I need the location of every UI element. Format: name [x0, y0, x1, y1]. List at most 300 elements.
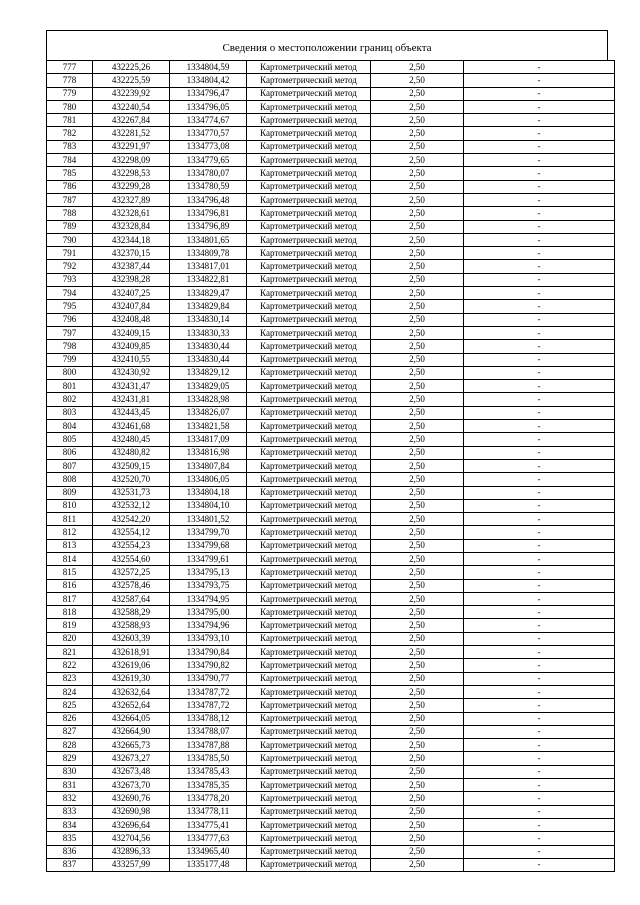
description-cell: -: [464, 273, 615, 286]
table-row: [47, 845, 615, 858]
x-coordinate-cell: 432431,81: [93, 393, 170, 406]
point-number-cell: 783: [47, 140, 93, 153]
y-coordinate-cell: 1334773,08: [170, 140, 247, 153]
y-coordinate-cell: 1334796,89: [170, 220, 247, 233]
table-row: [47, 592, 615, 605]
accuracy-cell: 2,50: [371, 725, 464, 738]
x-coordinate-cell: 432532,12: [93, 499, 170, 512]
description-cell: -: [464, 326, 615, 339]
description-cell: -: [464, 592, 615, 605]
method-cell: Картометрический метод: [247, 725, 371, 738]
accuracy-cell: 2,50: [371, 247, 464, 260]
accuracy-cell: 2,50: [371, 180, 464, 193]
method-cell: Картометрический метод: [247, 260, 371, 273]
x-coordinate-cell: 432587,64: [93, 592, 170, 605]
point-number-cell: 834: [47, 818, 93, 831]
point-number-cell: 795: [47, 300, 93, 313]
point-number-cell: 816: [47, 579, 93, 592]
y-coordinate-cell: 1334804,42: [170, 74, 247, 87]
method-cell: Картометрический метод: [247, 74, 371, 87]
y-coordinate-cell: 1335177,48: [170, 858, 247, 871]
table-row: [47, 140, 615, 153]
point-number-cell: 835: [47, 832, 93, 845]
point-number-cell: 786: [47, 180, 93, 193]
method-cell: Картометрический метод: [247, 619, 371, 632]
description-cell: -: [464, 818, 615, 831]
table-row: [47, 326, 615, 339]
description-cell: -: [464, 140, 615, 153]
y-coordinate-cell: 1334801,65: [170, 233, 247, 246]
point-number-cell: 815: [47, 566, 93, 579]
point-number-cell: 777: [47, 61, 93, 74]
description-cell: -: [464, 233, 615, 246]
point-number-cell: 829: [47, 752, 93, 765]
accuracy-cell: 2,50: [371, 127, 464, 140]
x-coordinate-cell: 432299,28: [93, 180, 170, 193]
description-cell: -: [464, 366, 615, 379]
accuracy-cell: 2,50: [371, 140, 464, 153]
x-coordinate-cell: 432408,48: [93, 313, 170, 326]
y-coordinate-cell: 1334788,07: [170, 725, 247, 738]
point-number-cell: 810: [47, 499, 93, 512]
y-coordinate-cell: 1334804,59: [170, 61, 247, 74]
method-cell: Картометрический метод: [247, 140, 371, 153]
x-coordinate-cell: 432344,18: [93, 233, 170, 246]
method-cell: Картометрический метод: [247, 765, 371, 778]
accuracy-cell: 2,50: [371, 446, 464, 459]
y-coordinate-cell: 1334806,05: [170, 473, 247, 486]
description-cell: -: [464, 712, 615, 725]
table-row: [47, 725, 615, 738]
description-cell: -: [464, 220, 615, 233]
accuracy-cell: 2,50: [371, 273, 464, 286]
y-coordinate-cell: 1334822,81: [170, 273, 247, 286]
y-coordinate-cell: 1334817,01: [170, 260, 247, 273]
y-coordinate-cell: 1334779,65: [170, 154, 247, 167]
table-row: [47, 393, 615, 406]
y-coordinate-cell: 1334821,58: [170, 420, 247, 433]
x-coordinate-cell: 432664,05: [93, 712, 170, 725]
description-cell: -: [464, 61, 615, 74]
y-coordinate-cell: 1334790,84: [170, 646, 247, 659]
y-coordinate-cell: 1334799,70: [170, 526, 247, 539]
method-cell: Картометрический метод: [247, 87, 371, 100]
description-cell: -: [464, 393, 615, 406]
method-cell: Картометрический метод: [247, 845, 371, 858]
point-number-cell: 801: [47, 380, 93, 393]
y-coordinate-cell: 1334794,96: [170, 619, 247, 632]
x-coordinate-cell: 432407,25: [93, 287, 170, 300]
description-cell: -: [464, 300, 615, 313]
table-row: [47, 420, 615, 433]
y-coordinate-cell: 1334799,68: [170, 539, 247, 552]
method-cell: Картометрический метод: [247, 446, 371, 459]
point-number-cell: 797: [47, 326, 93, 339]
accuracy-cell: 2,50: [371, 74, 464, 87]
method-cell: Картометрический метод: [247, 752, 371, 765]
x-coordinate-cell: 432632,64: [93, 685, 170, 698]
x-coordinate-cell: 432225,59: [93, 74, 170, 87]
table-row: [47, 287, 615, 300]
x-coordinate-cell: 432327,89: [93, 193, 170, 206]
table-row: [47, 646, 615, 659]
description-cell: -: [464, 459, 615, 472]
y-coordinate-cell: 1334775,41: [170, 818, 247, 831]
method-cell: Картометрический метод: [247, 300, 371, 313]
method-cell: Картометрический метод: [247, 685, 371, 698]
y-coordinate-cell: 1334795,00: [170, 606, 247, 619]
accuracy-cell: 2,50: [371, 207, 464, 220]
description-cell: -: [464, 473, 615, 486]
point-number-cell: 825: [47, 699, 93, 712]
x-coordinate-cell: 432603,39: [93, 632, 170, 645]
x-coordinate-cell: 432531,73: [93, 486, 170, 499]
method-cell: Картометрический метод: [247, 247, 371, 260]
method-cell: Картометрический метод: [247, 646, 371, 659]
x-coordinate-cell: 432896,33: [93, 845, 170, 858]
point-number-cell: 814: [47, 552, 93, 565]
table-row: [47, 499, 615, 512]
table-body: [47, 61, 615, 872]
accuracy-cell: 2,50: [371, 566, 464, 579]
description-cell: -: [464, 287, 615, 300]
y-coordinate-cell: 1334777,63: [170, 832, 247, 845]
method-cell: Картометрический метод: [247, 566, 371, 579]
x-coordinate-cell: 432588,93: [93, 619, 170, 632]
accuracy-cell: 2,50: [371, 619, 464, 632]
description-cell: -: [464, 406, 615, 419]
accuracy-cell: 2,50: [371, 779, 464, 792]
x-coordinate-cell: 432618,91: [93, 646, 170, 659]
x-coordinate-cell: 432431,47: [93, 380, 170, 393]
y-coordinate-cell: 1334801,52: [170, 513, 247, 526]
table-row: [47, 446, 615, 459]
table-row: [47, 685, 615, 698]
accuracy-cell: 2,50: [371, 220, 464, 233]
table-row: [47, 207, 615, 220]
table-row: [47, 818, 615, 831]
document-title: Сведения о местоположении границ объекта: [222, 42, 432, 54]
accuracy-cell: 2,50: [371, 260, 464, 273]
table-row: [47, 87, 615, 100]
point-number-cell: 803: [47, 406, 93, 419]
x-coordinate-cell: 432554,60: [93, 552, 170, 565]
table-row: [47, 526, 615, 539]
point-number-cell: 796: [47, 313, 93, 326]
table-row: [47, 739, 615, 752]
accuracy-cell: 2,50: [371, 100, 464, 113]
x-coordinate-cell: 432665,73: [93, 739, 170, 752]
x-coordinate-cell: 432673,70: [93, 779, 170, 792]
x-coordinate-cell: 432328,61: [93, 207, 170, 220]
description-cell: -: [464, 446, 615, 459]
table-row: [47, 672, 615, 685]
x-coordinate-cell: 432619,30: [93, 672, 170, 685]
method-cell: Картометрический метод: [247, 579, 371, 592]
accuracy-cell: 2,50: [371, 499, 464, 512]
description-cell: -: [464, 619, 615, 632]
description-cell: -: [464, 114, 615, 127]
y-coordinate-cell: 1334828,98: [170, 393, 247, 406]
y-coordinate-cell: 1334785,43: [170, 765, 247, 778]
y-coordinate-cell: 1334780,07: [170, 167, 247, 180]
method-cell: Картометрический метод: [247, 672, 371, 685]
method-cell: Картометрический метод: [247, 100, 371, 113]
table-row: [47, 300, 615, 313]
accuracy-cell: 2,50: [371, 406, 464, 419]
description-cell: -: [464, 74, 615, 87]
description-cell: -: [464, 127, 615, 140]
y-coordinate-cell: 1334829,12: [170, 366, 247, 379]
table-row: [47, 712, 615, 725]
accuracy-cell: 2,50: [371, 353, 464, 366]
method-cell: Картометрический метод: [247, 606, 371, 619]
y-coordinate-cell: 1334780,59: [170, 180, 247, 193]
point-number-cell: 807: [47, 459, 93, 472]
point-number-cell: 817: [47, 592, 93, 605]
x-coordinate-cell: 432690,76: [93, 792, 170, 805]
method-cell: Картометрический метод: [247, 805, 371, 818]
description-cell: -: [464, 606, 615, 619]
x-coordinate-cell: 432520,70: [93, 473, 170, 486]
description-cell: -: [464, 167, 615, 180]
accuracy-cell: 2,50: [371, 486, 464, 499]
accuracy-cell: 2,50: [371, 832, 464, 845]
x-coordinate-cell: 433257,99: [93, 858, 170, 871]
table-row: [47, 313, 615, 326]
table-row: [47, 220, 615, 233]
method-cell: Картометрический метод: [247, 366, 371, 379]
y-coordinate-cell: 1334816,98: [170, 446, 247, 459]
table-row: [47, 233, 615, 246]
table-row: [47, 659, 615, 672]
y-coordinate-cell: 1334770,57: [170, 127, 247, 140]
table-row: [47, 180, 615, 193]
table-row: [47, 406, 615, 419]
description-cell: -: [464, 526, 615, 539]
accuracy-cell: 2,50: [371, 287, 464, 300]
y-coordinate-cell: 1334830,44: [170, 353, 247, 366]
description-cell: -: [464, 632, 615, 645]
description-cell: -: [464, 579, 615, 592]
description-cell: -: [464, 513, 615, 526]
table-row: [47, 154, 615, 167]
table-row: [47, 566, 615, 579]
accuracy-cell: 2,50: [371, 313, 464, 326]
accuracy-cell: 2,50: [371, 539, 464, 552]
y-coordinate-cell: 1334804,10: [170, 499, 247, 512]
method-cell: Картометрический метод: [247, 779, 371, 792]
accuracy-cell: 2,50: [371, 699, 464, 712]
description-cell: -: [464, 765, 615, 778]
point-number-cell: 818: [47, 606, 93, 619]
accuracy-cell: 2,50: [371, 552, 464, 565]
point-number-cell: 808: [47, 473, 93, 486]
y-coordinate-cell: 1334829,05: [170, 380, 247, 393]
table-row: [47, 114, 615, 127]
table-row: [47, 632, 615, 645]
x-coordinate-cell: 432673,27: [93, 752, 170, 765]
x-coordinate-cell: 432409,85: [93, 340, 170, 353]
x-coordinate-cell: 432409,15: [93, 326, 170, 339]
description-cell: -: [464, 313, 615, 326]
x-coordinate-cell: 432673,48: [93, 765, 170, 778]
method-cell: Картометрический метод: [247, 380, 371, 393]
method-cell: Картометрический метод: [247, 513, 371, 526]
x-coordinate-cell: 432281,52: [93, 127, 170, 140]
method-cell: Картометрический метод: [247, 233, 371, 246]
point-number-cell: 809: [47, 486, 93, 499]
table-row: [47, 699, 615, 712]
y-coordinate-cell: 1334829,47: [170, 287, 247, 300]
point-number-cell: 790: [47, 233, 93, 246]
method-cell: Картометрический метод: [247, 193, 371, 206]
description-cell: -: [464, 100, 615, 113]
y-coordinate-cell: 1334796,47: [170, 87, 247, 100]
point-number-cell: 805: [47, 433, 93, 446]
point-number-cell: 782: [47, 127, 93, 140]
x-coordinate-cell: 432690,98: [93, 805, 170, 818]
accuracy-cell: 2,50: [371, 340, 464, 353]
description-cell: -: [464, 260, 615, 273]
point-number-cell: 784: [47, 154, 93, 167]
point-number-cell: 831: [47, 779, 93, 792]
description-cell: -: [464, 566, 615, 579]
y-coordinate-cell: 1334826,07: [170, 406, 247, 419]
accuracy-cell: 2,50: [371, 459, 464, 472]
accuracy-cell: 2,50: [371, 672, 464, 685]
description-cell: -: [464, 87, 615, 100]
method-cell: Картометрический метод: [247, 207, 371, 220]
method-cell: Картометрический метод: [247, 739, 371, 752]
point-number-cell: 820: [47, 632, 93, 645]
point-number-cell: 779: [47, 87, 93, 100]
point-number-cell: 812: [47, 526, 93, 539]
description-cell: -: [464, 832, 615, 845]
point-number-cell: 806: [47, 446, 93, 459]
point-number-cell: 785: [47, 167, 93, 180]
y-coordinate-cell: 1334796,81: [170, 207, 247, 220]
y-coordinate-cell: 1334790,82: [170, 659, 247, 672]
table-row: [47, 260, 615, 273]
method-cell: Картометрический метод: [247, 154, 371, 167]
x-coordinate-cell: 432430,92: [93, 366, 170, 379]
x-coordinate-cell: 432588,29: [93, 606, 170, 619]
point-number-cell: 791: [47, 247, 93, 260]
accuracy-cell: 2,50: [371, 473, 464, 486]
table-row: [47, 752, 615, 765]
y-coordinate-cell: 1334796,48: [170, 193, 247, 206]
method-cell: Картометрический метод: [247, 459, 371, 472]
y-coordinate-cell: 1334830,44: [170, 340, 247, 353]
x-coordinate-cell: 432267,84: [93, 114, 170, 127]
x-coordinate-cell: 432704,56: [93, 832, 170, 845]
y-coordinate-cell: 1334774,67: [170, 114, 247, 127]
method-cell: Картометрический метод: [247, 420, 371, 433]
description-cell: -: [464, 154, 615, 167]
point-number-cell: 821: [47, 646, 93, 659]
table-row: [47, 340, 615, 353]
table-row: [47, 765, 615, 778]
table-row: [47, 74, 615, 87]
accuracy-cell: 2,50: [371, 818, 464, 831]
y-coordinate-cell: 1334787,88: [170, 739, 247, 752]
description-cell: -: [464, 420, 615, 433]
table-row: [47, 832, 615, 845]
method-cell: Картометрический метод: [247, 433, 371, 446]
description-cell: -: [464, 499, 615, 512]
x-coordinate-cell: 432239,92: [93, 87, 170, 100]
table-row: [47, 459, 615, 472]
accuracy-cell: 2,50: [371, 233, 464, 246]
table-row: [47, 779, 615, 792]
method-cell: Картометрический метод: [247, 526, 371, 539]
y-coordinate-cell: 1334796,05: [170, 100, 247, 113]
accuracy-cell: 2,50: [371, 114, 464, 127]
method-cell: Картометрический метод: [247, 712, 371, 725]
method-cell: Картометрический метод: [247, 287, 371, 300]
y-coordinate-cell: 1334793,75: [170, 579, 247, 592]
table-row: [47, 167, 615, 180]
x-coordinate-cell: 432554,23: [93, 539, 170, 552]
point-number-cell: 799: [47, 353, 93, 366]
point-number-cell: 824: [47, 685, 93, 698]
point-number-cell: 787: [47, 193, 93, 206]
table-row: [47, 513, 615, 526]
document-header-frame: [46, 30, 608, 60]
method-cell: Картометрический метод: [247, 393, 371, 406]
point-number-cell: 823: [47, 672, 93, 685]
x-coordinate-cell: 432664,90: [93, 725, 170, 738]
point-number-cell: 778: [47, 74, 93, 87]
method-cell: Картометрический метод: [247, 832, 371, 845]
accuracy-cell: 2,50: [371, 805, 464, 818]
table-row: [47, 606, 615, 619]
method-cell: Картометрический метод: [247, 273, 371, 286]
table-row: [47, 486, 615, 499]
x-coordinate-cell: 432328,84: [93, 220, 170, 233]
method-cell: Картометрический метод: [247, 61, 371, 74]
x-coordinate-cell: 432407,84: [93, 300, 170, 313]
method-cell: Картометрический метод: [247, 127, 371, 140]
point-number-cell: 789: [47, 220, 93, 233]
description-cell: -: [464, 792, 615, 805]
point-number-cell: 802: [47, 393, 93, 406]
accuracy-cell: 2,50: [371, 646, 464, 659]
table-row: [47, 61, 615, 74]
description-cell: -: [464, 672, 615, 685]
x-coordinate-cell: 432509,15: [93, 459, 170, 472]
method-cell: Картометрический метод: [247, 659, 371, 672]
accuracy-cell: 2,50: [371, 858, 464, 871]
accuracy-cell: 2,50: [371, 513, 464, 526]
x-coordinate-cell: 432554,12: [93, 526, 170, 539]
x-coordinate-cell: 432298,53: [93, 167, 170, 180]
x-coordinate-cell: 432480,45: [93, 433, 170, 446]
point-number-cell: 828: [47, 739, 93, 752]
accuracy-cell: 2,50: [371, 393, 464, 406]
accuracy-cell: 2,50: [371, 154, 464, 167]
y-coordinate-cell: 1334778,11: [170, 805, 247, 818]
description-cell: -: [464, 685, 615, 698]
y-coordinate-cell: 1334787,72: [170, 685, 247, 698]
y-coordinate-cell: 1334830,33: [170, 326, 247, 339]
description-cell: -: [464, 353, 615, 366]
table-row: [47, 552, 615, 565]
y-coordinate-cell: 1334778,20: [170, 792, 247, 805]
method-cell: Картометрический метод: [247, 632, 371, 645]
table-row: [47, 619, 615, 632]
